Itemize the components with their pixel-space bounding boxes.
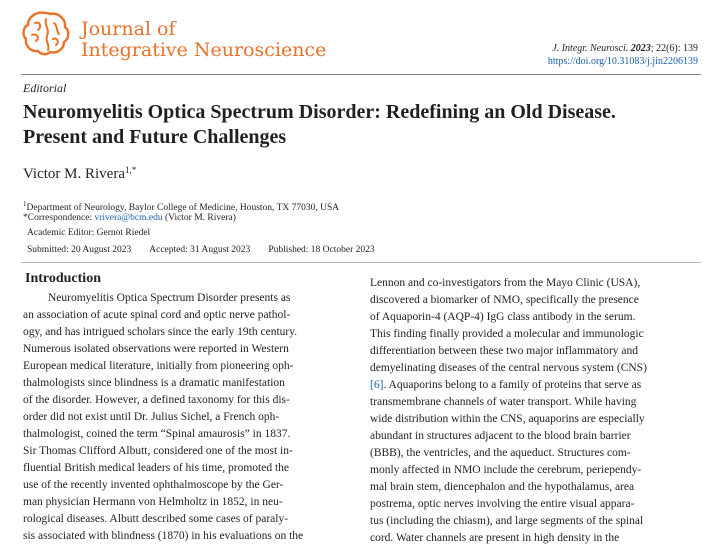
text-line: differentiation between these two major inflammatory and xyxy=(370,345,639,357)
citation-volume: ; 22(6): 139 xyxy=(650,43,698,54)
text-line: discovered a biomarker of NMO, specifically the presence xyxy=(370,294,639,306)
article-title-line1: Neuromyelitis Optica Spectrum Disorder: Redefining an Old Disease. xyxy=(23,101,616,123)
author-affiliation-marker: 1,* xyxy=(125,165,137,175)
text-line: This finding finally provided a molecular and immunologic xyxy=(370,328,644,340)
published-date: Published: 18 October 2023 xyxy=(268,245,375,255)
doi-link[interactable]: https://doi.org/10.31083/j.jin2206139 xyxy=(547,56,698,67)
text-line: Neuromyelitis Optica Spectrum Disorder presents as xyxy=(48,292,291,304)
section-heading: Introduction xyxy=(25,271,101,286)
citation-year: 2023 xyxy=(630,43,651,54)
text-line: demyelinating diseases of the central nervous system (CNS) xyxy=(370,362,647,374)
article-title xyxy=(23,100,703,150)
reference-close: ] xyxy=(379,379,384,391)
text-line: wide distribution within the CNS, aquaporins are especially xyxy=(370,413,645,425)
text-line: man physician Hermann von Helmholtz in 1852, in neu- xyxy=(23,496,283,508)
text-line: monly affected in NMO include the cerebrum, periependy- xyxy=(370,464,642,476)
citation-block xyxy=(548,42,698,68)
text-line: ogy, and has intrigued scholars since the early 19th century. xyxy=(23,326,298,338)
text-line: Numerous isolated observations were reported in Western xyxy=(23,343,289,355)
text-line: sis associated with blindness (1870) in his evaluations on the xyxy=(23,530,304,542)
header-divider xyxy=(21,74,701,75)
text-line: abundant in structures adjacent to the blood brain barrier xyxy=(370,430,631,442)
text-line: of Aquaporin-4 (AQP-4) IgG class antibody in the serum. xyxy=(370,311,636,323)
reference-open: [ xyxy=(370,379,374,391)
submitted-date: Submitted: 20 August 2023 xyxy=(27,245,132,255)
dates-line xyxy=(27,244,393,257)
text-line: transmembrane channels of water transport. While having xyxy=(370,396,637,408)
text-line: an association of acute spinal cord and optic nerve pathol- xyxy=(23,309,291,321)
affiliation-marker: 1 xyxy=(23,200,27,208)
text-line: (BBB), the ventricles, and the aqueduct. Structures com- xyxy=(370,447,631,459)
text-line: thalmologist, coined the term “Spinal amaurosis” in 1837. xyxy=(23,428,291,440)
text-line: rological diseases. Albutt described some cases of paraly- xyxy=(23,513,289,525)
citation-journal: J. Integr. Neurosci. xyxy=(552,43,629,54)
text-line: thalmologists since blindness is a dramatic manifestation xyxy=(23,377,285,389)
correspondence-label: *Correspondence: xyxy=(23,213,95,223)
section-divider xyxy=(21,262,701,263)
correspondence-email[interactable]: vrivera@bcm.edu xyxy=(94,213,163,223)
brain-logo-icon xyxy=(20,9,72,57)
article-type: Editorial xyxy=(23,81,67,95)
text-line: fluential British medical leaders of his time, promoted the xyxy=(23,462,290,474)
affiliation-text: Department of Neurology, Baylor College of Medicine, Houston, TX 77030, USA xyxy=(26,203,340,213)
text-line: Sir Thomas Clifford Albutt, considered one of the most in- xyxy=(23,445,293,457)
text-line-with-reference xyxy=(370,377,695,394)
text-line: European medical literature, initially from pioneering oph- xyxy=(23,360,294,372)
author-name: Victor M. Rivera xyxy=(23,166,125,182)
correspondence xyxy=(23,212,236,225)
text-line-rest: . Aquaporins belong to a family of proteins that serve as xyxy=(383,379,642,391)
article-title-line2: Present and Future Challenges xyxy=(23,126,287,148)
citation-line xyxy=(548,42,698,55)
text-line: cord. Water channels are present in high density in the xyxy=(370,532,620,544)
text-line: order did not exist until Dr. Julius Sichel, a French oph- xyxy=(23,411,280,423)
body-column-left xyxy=(23,290,350,545)
text-line: tus (including the chiasm), and large segments of the spinal xyxy=(370,515,644,527)
text-line: Lennon and co-investigators from the Mayo Clinic (USA), xyxy=(370,277,641,289)
text-line: postrema, optic nerves involving the entire visual appara- xyxy=(370,498,635,510)
reference-link[interactable]: 6 xyxy=(373,379,380,391)
journal-name xyxy=(81,19,326,61)
text-line: use of the recently invented ophthalmoscope by the Ger- xyxy=(23,479,284,491)
text-line: of the disorder. However, a defined taxonomy for this dis- xyxy=(23,394,290,406)
correspondence-name: (Victor M. Rivera) xyxy=(162,213,236,223)
academic-editor: Academic Editor: Gernot Riedel xyxy=(27,228,151,238)
journal-name-line2: Integrative Neuroscience xyxy=(81,39,327,61)
text-line: mal brain stem, diencephalon and the hypothalamus, area xyxy=(370,481,635,493)
accepted-date: Accepted: 31 August 2023 xyxy=(149,245,251,255)
body-column-right xyxy=(370,275,695,547)
author xyxy=(23,165,136,183)
journal-name-line1: Journal of xyxy=(81,18,176,40)
